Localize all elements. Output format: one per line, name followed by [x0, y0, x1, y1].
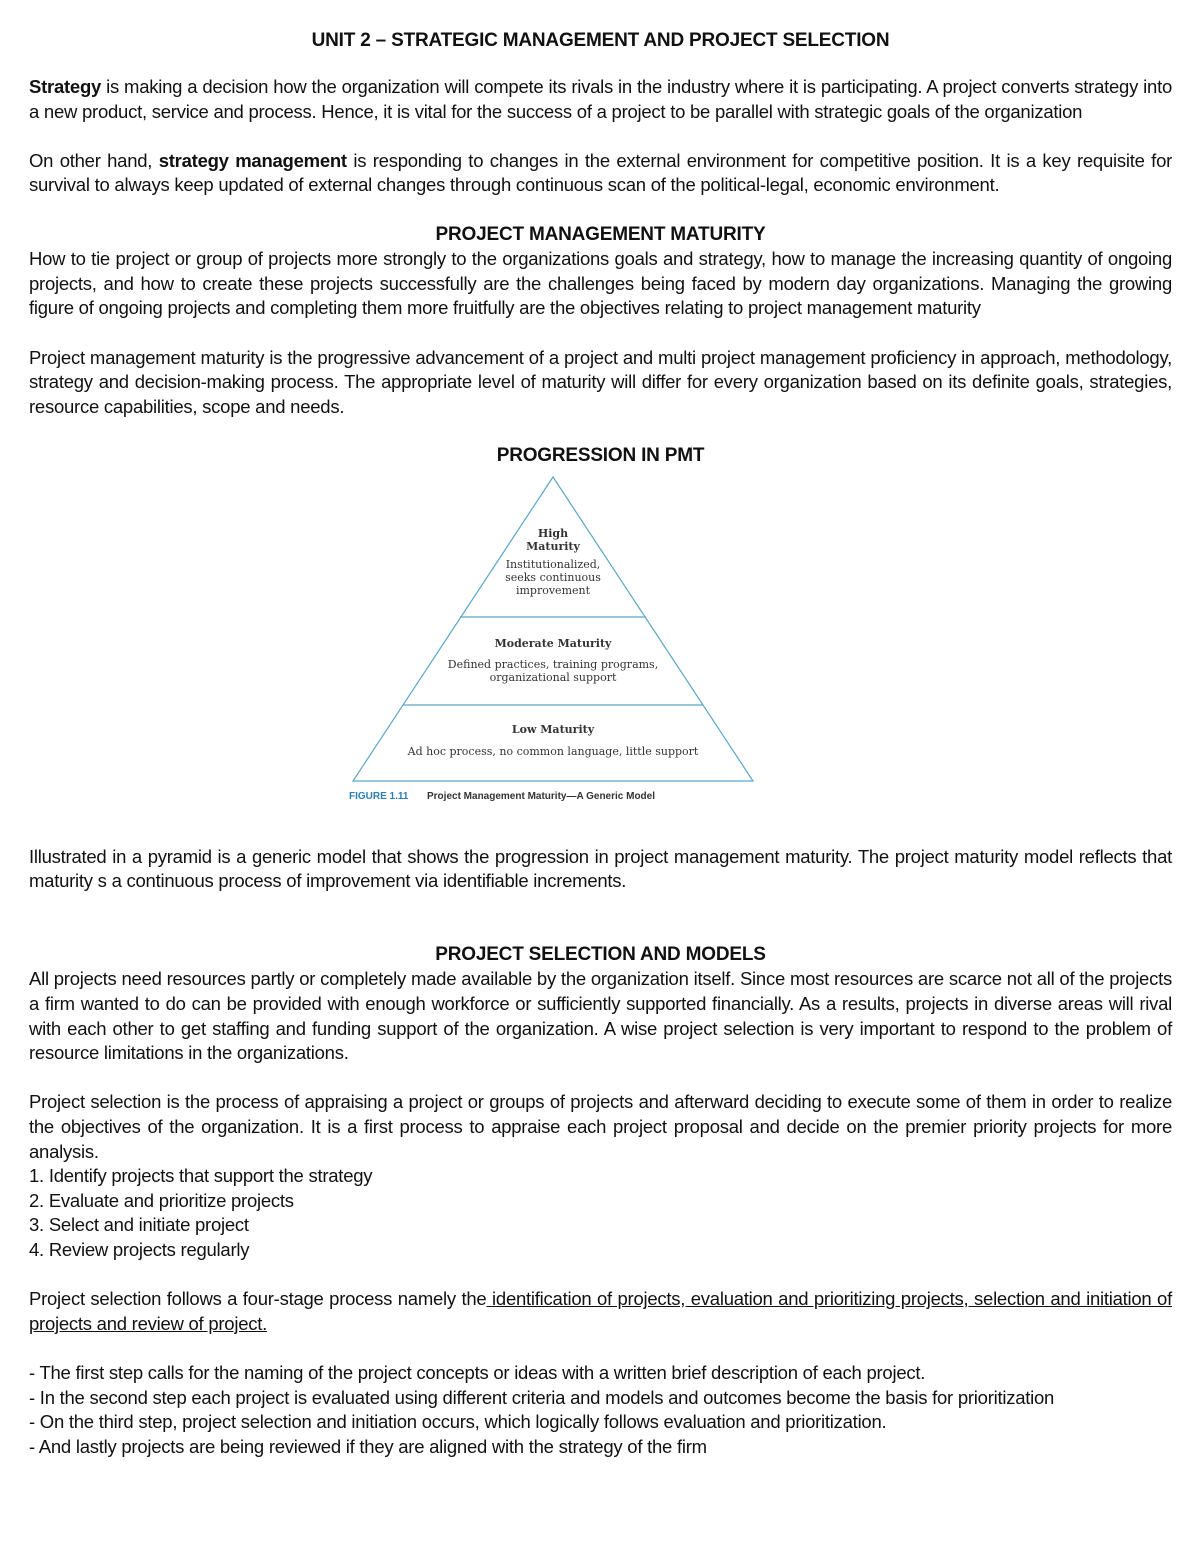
selection-heading: PROJECT SELECTION AND MODELS — [435, 943, 766, 965]
progression-heading: PROGRESSION IN PMT — [496, 444, 705, 466]
four-stage-lead: Project selection follows a four-stage process namely the — [29, 1288, 487, 1310]
maturity-pyramid-figure — [29, 469, 1172, 845]
pmm-paragraph-1: How to tie project or group of projects more strongly to the organizations goals and strategy, how to manage the increasing quantity of ongoing projects, and how to create these projects successfully are the challenges being faced by modern day organizations. Managing the growing figure of ongoing projects and completing them more fruitfully are the objectives relating to project management maturity — [29, 248, 1172, 319]
low-maturity-desc: Ad hoc process, no common language, little support — [407, 744, 699, 758]
moderate-maturity-desc-1: Defined practices, training programs, — [447, 657, 659, 671]
figure-caption-label: FIGURE 1.11 — [349, 790, 409, 802]
list-item: 4. Review projects regularly — [29, 1239, 250, 1260]
low-maturity-title: Low Maturity — [511, 722, 595, 736]
document-title: UNIT 2 – STRATEGIC MANAGEMENT AND PROJECT SELECTION — [311, 30, 890, 51]
list-item: - On the third step, project selection and initiation occurs, which logically follows evaluation and prioritization. — [29, 1411, 887, 1433]
strategy-management-term: strategy management — [158, 149, 347, 171]
pmm-paragraph-2: Project management maturity is the progressive advancement of a project and multi project management proficiency in approach, methodology, strategy and decision-making process. The appropriate level of maturity will differ for every organization based on its definite goals, strategies, resource capabilities, scope and needs. — [29, 346, 1172, 417]
moderate-maturity-title: Moderate Maturity — [494, 636, 612, 650]
four-stage-underlined: identification of projects, evaluation and prioritizing projects, selection and initiation of projects and review of project. — [29, 1288, 1172, 1334]
list-item: - In the second step each project is evaluated using different criteria and models and outcomes become the basis for prioritization — [29, 1386, 1055, 1408]
list-item: 3. Select and initiate project — [29, 1214, 249, 1236]
strategy-paragraph — [29, 75, 1172, 124]
step-explanations-list — [29, 1361, 1172, 1459]
list-item: 2. Evaluate and prioritize projects — [29, 1189, 294, 1211]
strategy-management-definition: is responding to changes in the external environment for competitive position. It is a key requisite for survival to always keep updated of external changes through continuous scan of the political-legal, economic environment. — [29, 149, 1173, 196]
selection-paragraph-1: All projects need resources partly or completely made available by the organization itself. Since most resources are scarce not all of the projects a firm wanted to do can be provided with enough workforce or sufficiently supported financially. As a results, projects in diverse areas will rival with each other to get staffing and funding support of the organization. A wise project selection is very important to respond to the problem of resource limitations in the organizations. — [29, 968, 1172, 1064]
strategy-definition: is making a decision how the organization will compete its rivals in the industry where it is participating. A project converts strategy into a new product, service and process. Hence, it is vital for the success of a project to be parallel with strategic goals of the organization — [29, 76, 1172, 122]
pyramid-explanation: Illustrated in a pyramid is a generic model that shows the progression in project management maturity. The project maturity model reflects that maturity s a continuous process of improvement via identifiable increments. — [29, 845, 1172, 892]
high-maturity-title-1: High — [537, 526, 569, 540]
selection-steps-list — [29, 1164, 1172, 1262]
high-maturity-title-2: Maturity — [526, 539, 580, 553]
figure-caption-text: Project Management Maturity—A Generic Model — [427, 790, 656, 802]
selection-paragraph-2: Project selection is the process of appraising a project or groups of projects and afterward deciding to execute some of them in order to realize the objectives of the organization. It is a first process to appraise each project proposal and decide on the premier priority projects for more analysis. — [29, 1091, 1172, 1162]
maturity-pyramid — [339, 469, 769, 829]
strategy-management-paragraph — [29, 149, 1172, 198]
list-item: - And lastly projects are being reviewed if they are aligned with the strategy of the firm — [29, 1435, 707, 1457]
high-maturity-desc-2: seeks continuous — [505, 570, 601, 584]
paragraph-lead: On other hand, — [29, 149, 159, 171]
strategy-term: Strategy — [29, 76, 102, 97]
document-page — [29, 30, 1172, 1459]
high-maturity-desc-3: improvement — [515, 583, 591, 597]
list-item: 1. Identify projects that support the strategy — [29, 1165, 373, 1187]
high-maturity-desc-1: Institutionalized, — [505, 557, 601, 571]
list-item: - The first step calls for the naming of the project concepts or ideas with a written brief description of each project. — [29, 1361, 926, 1383]
moderate-maturity-desc-2: organizational support — [489, 670, 617, 684]
pmm-heading: PROJECT MANAGEMENT MATURITY — [435, 223, 766, 245]
four-stage-paragraph — [29, 1287, 1172, 1336]
